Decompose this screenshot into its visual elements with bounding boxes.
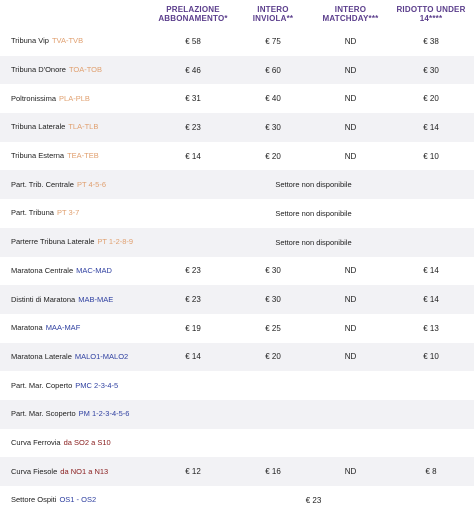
price-cell: € 14 — [423, 295, 439, 305]
unavailable-note: Settore non disponibile — [275, 208, 352, 218]
sector-code: TEA-TEB — [67, 151, 99, 161]
price-cell: ND — [344, 94, 357, 104]
price-cell: € 75 — [265, 36, 281, 46]
price-cell: € 30 — [265, 295, 281, 305]
sector-label: Part. Tribuna — [11, 208, 54, 218]
sector-label: Curva Ferrovia — [11, 437, 61, 447]
sector-code: OS1 - OS2 — [59, 495, 97, 505]
price-cell: € 20 — [265, 352, 281, 362]
sector-name — [0, 122, 153, 132]
table-row — [0, 486, 474, 515]
sector-code: PLA-PLB — [59, 93, 90, 103]
sector-label: Tribuna Laterale — [11, 122, 66, 132]
sector-name — [0, 467, 153, 477]
table-row — [0, 400, 474, 429]
header-intero-matchday: INTERO MATCHDAY*** — [322, 4, 379, 23]
price-cell: ND — [344, 266, 357, 276]
price-cell: € 13 — [423, 323, 439, 333]
table-row — [0, 228, 474, 257]
price-cell: € 23 — [305, 495, 322, 505]
table-row — [0, 343, 474, 372]
price-cell: € 38 — [423, 36, 439, 46]
sector-code: MALO1-MALO2 — [74, 351, 129, 361]
sector-code: MAC-MAD — [76, 265, 112, 275]
sector-label: Tribuna Esterna — [11, 151, 65, 161]
sector-name — [0, 381, 153, 391]
sector-label: Tribuna Vip — [11, 36, 49, 46]
sector-code: MAB-MAE — [78, 294, 114, 304]
sector-label: Tribuna D'Onore — [11, 65, 66, 75]
price-cell: € 14 — [185, 151, 201, 161]
sector-code: PMC 2-3-4-5 — [75, 380, 119, 390]
table-body — [0, 27, 474, 515]
sector-name — [0, 295, 153, 305]
table-row — [0, 84, 474, 113]
table-row — [0, 142, 474, 171]
sector-name — [0, 438, 153, 448]
price-cell: € 14 — [185, 352, 201, 362]
price-cell: € 20 — [265, 151, 281, 161]
sector-label: Curva Fiesole — [11, 466, 58, 476]
price-cell: € 10 — [423, 352, 439, 362]
sector-name — [0, 151, 153, 161]
table-row — [0, 56, 474, 85]
table-row — [0, 285, 474, 314]
sector-name — [0, 237, 153, 247]
unavailable-note: Settore non disponibile — [275, 237, 352, 247]
price-cell: € 23 — [185, 266, 201, 276]
price-cell: ND — [344, 151, 357, 161]
sector-label: Settore Ospiti — [11, 495, 57, 505]
sector-label: Part. Trib. Centrale — [11, 179, 74, 189]
table-row — [0, 170, 474, 199]
sector-name — [0, 352, 153, 362]
price-cell: € 25 — [265, 323, 281, 333]
sector-code: TLA-TLB — [68, 122, 99, 132]
sector-code: PT 4-5-6 — [76, 179, 106, 189]
sector-label: Parterre Tribuna Laterale — [11, 237, 95, 247]
price-cell: ND — [344, 295, 357, 305]
sector-name — [0, 94, 153, 104]
table-header — [0, 0, 474, 27]
price-cell: ND — [344, 36, 357, 46]
table-row — [0, 257, 474, 286]
sector-code: TOA-TOB — [68, 65, 102, 75]
price-cell: € 10 — [423, 151, 439, 161]
price-cell: € 31 — [185, 94, 201, 104]
table-row — [0, 314, 474, 343]
sector-name — [0, 409, 153, 419]
table-row — [0, 457, 474, 486]
sector-name — [0, 208, 153, 218]
sector-label: Part. Mar. Coperto — [11, 380, 73, 390]
header-ridotto-under14: RIDOTTO UNDER 14**** — [396, 4, 466, 23]
sector-code: da SO2 a S10 — [63, 437, 111, 447]
sector-code: MAA-MAF — [45, 323, 81, 333]
sector-label: Maratona — [11, 323, 43, 333]
sector-code: PM 1-2-3-4-5-6 — [78, 409, 130, 419]
price-cell: ND — [344, 352, 357, 362]
price-cell: ND — [344, 467, 357, 477]
sector-label: Poltronissima — [11, 93, 57, 103]
table-row — [0, 429, 474, 458]
price-cell: € 19 — [185, 323, 201, 333]
price-cell: ND — [344, 65, 357, 75]
sector-label: Distinti di Maratona — [11, 294, 76, 304]
price-cell: € 16 — [265, 467, 281, 477]
sector-name — [0, 266, 153, 276]
sector-code: da NO1 a N13 — [60, 466, 109, 476]
price-cell: € 23 — [185, 122, 201, 132]
sector-code: PT 3-7 — [56, 208, 80, 218]
price-cell: € 8 — [425, 467, 437, 477]
sector-name — [0, 36, 153, 46]
sector-name — [0, 180, 153, 190]
price-cell: € 14 — [423, 266, 439, 276]
price-cell: € 40 — [265, 94, 281, 104]
price-cell: € 46 — [185, 65, 201, 75]
header-intero-inviola: INTERO INVIOLA** — [252, 4, 294, 23]
price-cell: € 30 — [265, 122, 281, 132]
price-cell: € 14 — [423, 122, 439, 132]
sector-name — [0, 323, 153, 333]
header-prelazione: PRELAZIONE ABBONAMENTO* — [158, 4, 228, 23]
table-row — [0, 371, 474, 400]
sector-label: Maratona Laterale — [11, 351, 72, 361]
unavailable-note: Settore non disponibile — [275, 180, 352, 190]
table-row — [0, 27, 474, 56]
price-cell: € 58 — [185, 36, 201, 46]
sector-label: Part. Mar. Scoperto — [11, 409, 76, 419]
price-cell: € 23 — [185, 295, 201, 305]
sector-label: Maratona Centrale — [11, 265, 74, 275]
price-cell: € 30 — [423, 65, 439, 75]
price-cell: € 20 — [423, 94, 439, 104]
price-cell: € 60 — [265, 65, 281, 75]
sector-name — [0, 65, 153, 75]
sector-name — [0, 495, 153, 505]
table-row — [0, 199, 474, 228]
price-cell: ND — [344, 323, 357, 333]
sector-code: TVA-TVB — [51, 36, 84, 46]
price-cell: € 12 — [185, 467, 201, 477]
price-cell: ND — [344, 122, 357, 132]
sector-code: PT 1-2-8-9 — [97, 237, 134, 247]
table-row — [0, 113, 474, 142]
price-cell: € 30 — [265, 266, 281, 276]
